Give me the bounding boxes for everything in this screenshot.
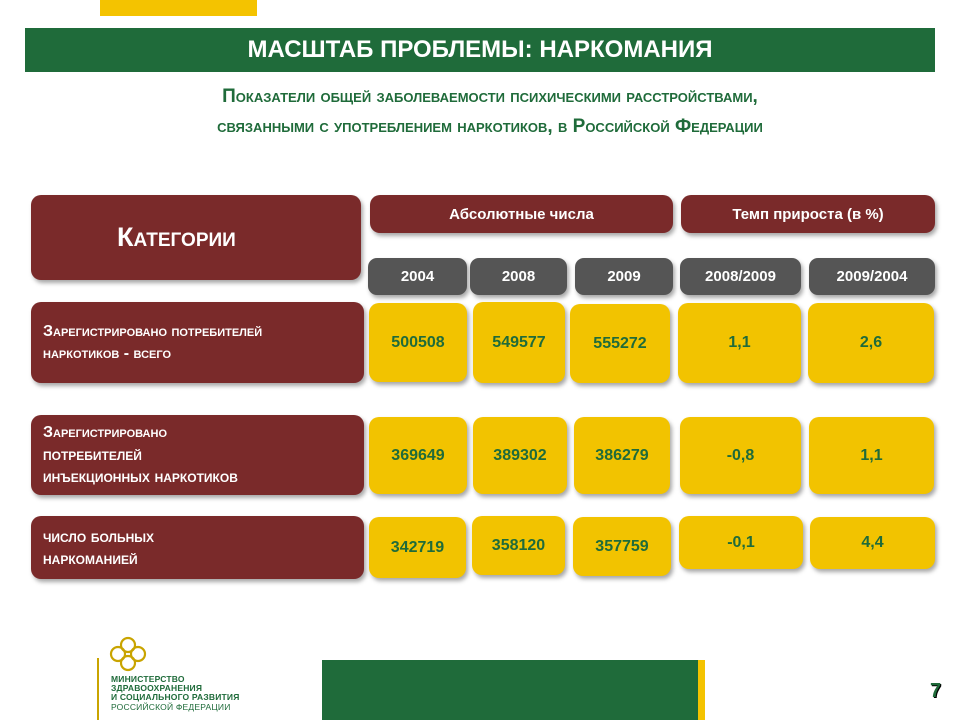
cell-value: 342719 [390, 538, 445, 556]
footer-yellow-edge [698, 660, 705, 720]
slide-title-bar [25, 28, 935, 72]
logo-line: И СОЦИАЛЬНОГО РАЗВИТИЯ [111, 692, 240, 703]
cell-value: 2,6 [859, 334, 883, 351]
table-cell [574, 417, 670, 494]
table-cell [809, 417, 934, 494]
cell-value: 369649 [391, 446, 445, 464]
column-header-2008 [470, 258, 567, 295]
row-label-line: наркотиков - всего [43, 344, 172, 362]
category-header [31, 195, 361, 280]
row-label-line: число больных [43, 526, 155, 546]
table-cell [570, 304, 670, 383]
column-header-label: 2009/2004 [836, 268, 908, 285]
logo-text [111, 675, 240, 712]
group-header-absolute [370, 195, 673, 233]
logo-line: МИНИСТЕРСТВО [111, 674, 185, 684]
table-cell [680, 417, 801, 494]
subtitle-line-1: Показатели общей заболеваемости психическими расстройствами, [222, 86, 758, 107]
column-header-2004 [368, 258, 467, 295]
cell-value: 389302 [493, 446, 547, 464]
ministry-emblem-icon [103, 636, 153, 676]
slide-subtitle [40, 82, 940, 142]
table-cell [473, 302, 565, 383]
logo-line: РОССИЙСКОЙ ФЕДЕРАЦИИ [111, 701, 231, 712]
cell-value: 1,1 [728, 334, 751, 351]
cell-value: 4,4 [861, 534, 884, 551]
column-header-label: 2009 [607, 268, 641, 285]
row-label-injection-users [31, 415, 364, 495]
row-label-total-users [31, 302, 364, 383]
ministry-logo [97, 636, 297, 720]
table-cell [369, 303, 467, 382]
group-header-absolute-label: Абсолютные числа [449, 205, 594, 223]
table-cell [808, 303, 934, 383]
row-label-addicted-patients [31, 516, 364, 579]
table-cell [472, 516, 565, 575]
cell-value: 357759 [595, 537, 649, 555]
column-header-label: 2008/2009 [705, 268, 776, 285]
column-header-label: 2008 [501, 268, 536, 285]
row-label-line: потребителей [43, 445, 142, 464]
group-header-growth [681, 195, 935, 233]
table-cell [679, 516, 803, 569]
column-header-2009 [575, 258, 673, 295]
column-header-2008-2009 [680, 258, 801, 295]
column-header-label: 2004 [400, 268, 435, 285]
slide-title: МАСШТАБ ПРОБЛЕМЫ: НАРКОМАНИЯ [247, 36, 713, 63]
row-label-line: инъекционных наркотиков [43, 467, 238, 486]
column-header-2009-2004 [809, 258, 935, 295]
table-cell [369, 517, 466, 578]
logo-line: ЗДРАВООХРАНЕНИЯ [111, 683, 203, 694]
table-cell [678, 303, 801, 383]
cell-value: 549577 [492, 333, 546, 351]
table-cell [473, 417, 567, 494]
cell-value: 500508 [391, 333, 445, 351]
cell-value: -0,8 [726, 446, 755, 464]
cell-value: -0,1 [727, 533, 755, 551]
row-label-line: Зарегистрировано потребителей [43, 322, 263, 340]
row-label-line: Зарегистрировано [43, 424, 168, 441]
logo-divider [97, 658, 99, 720]
table-cell [810, 517, 935, 569]
page-number: 7 [930, 680, 942, 702]
cell-value: 1,1 [860, 446, 883, 464]
table-cell [369, 417, 467, 494]
category-header-label: Категории [117, 222, 236, 252]
table-cell [573, 517, 671, 576]
cell-value: 386279 [595, 446, 649, 464]
cell-value: 358120 [491, 536, 546, 554]
footer-green-block [322, 660, 698, 720]
group-header-growth-label: Темп прироста (в %) [732, 205, 884, 223]
row-label-line: наркоманией [43, 548, 138, 568]
cell-value: 555272 [593, 334, 647, 352]
top-accent-bar [100, 0, 257, 16]
subtitle-line-2: связанными с употреблением наркотиков, в Российской Федерации [217, 116, 763, 137]
